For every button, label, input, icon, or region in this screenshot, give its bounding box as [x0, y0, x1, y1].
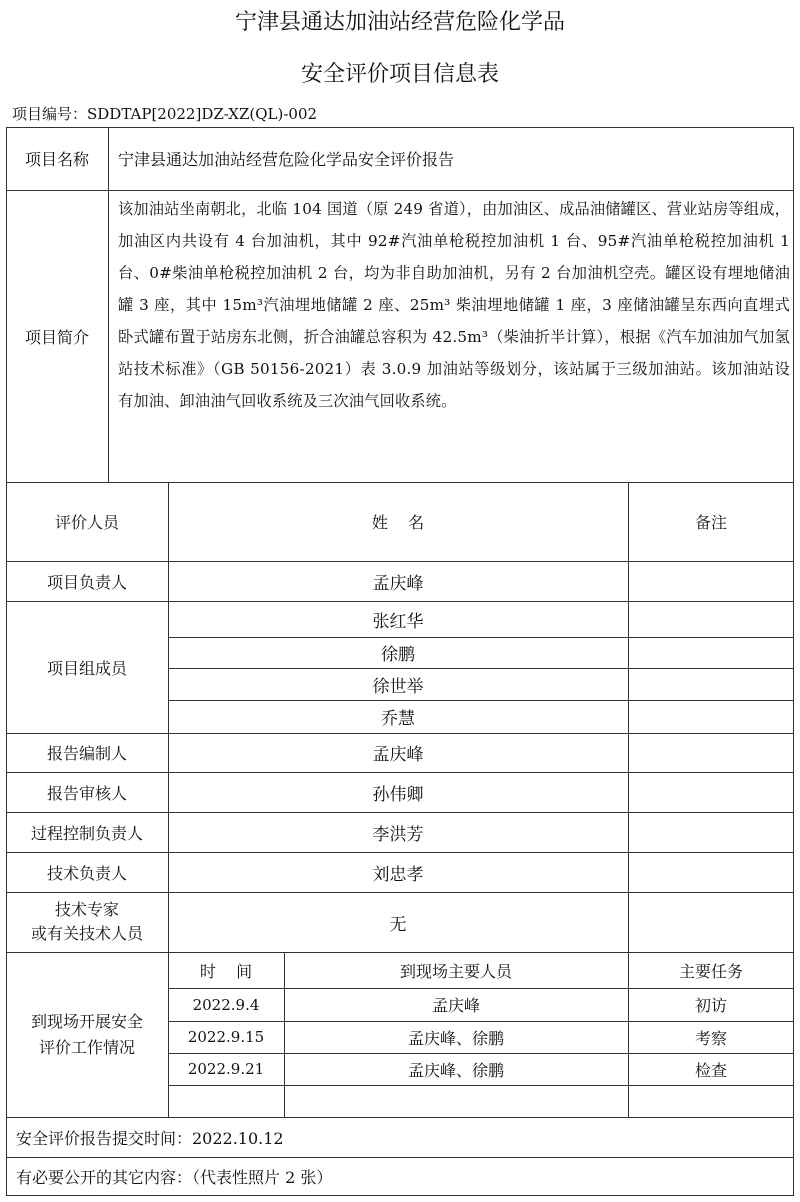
site-row-people	[284, 1085, 628, 1117]
site-row-people: 孟庆峰、徐鹏	[407, 1060, 504, 1080]
role-project-members: 项目组成员	[46, 658, 127, 678]
project-intro-label: 项目简介	[24, 327, 89, 347]
role-report-compiler: 报告编制人	[46, 744, 127, 763]
member-name: 徐鹏	[381, 645, 415, 665]
site-work-label-line2: 评价工作情况	[38, 1037, 135, 1057]
project-name-label: 项目名称	[24, 150, 89, 169]
header-remark: 备注	[694, 513, 727, 532]
site-row-time: 2022.9.15	[187, 1028, 265, 1046]
site-row-people: 孟庆峰	[431, 996, 480, 1015]
member-name: 张红华	[372, 611, 424, 632]
name-technical-lead: 刘忠孝	[372, 864, 424, 885]
site-row-time: 2022.9.4	[192, 995, 260, 1014]
name-project-leader: 孟庆峰	[372, 573, 424, 594]
divider	[6, 190, 794, 191]
site-work-label-line1: 到现场开展安全	[30, 1011, 143, 1031]
name-experts: 无	[389, 914, 407, 935]
role-experts-line2: 或有关技术人员	[30, 924, 143, 943]
role-report-reviewer: 报告审核人	[46, 783, 127, 803]
submit-time: 安全评价报告提交时间：2022.10.12	[16, 1128, 284, 1148]
site-row-task: 初访	[694, 996, 727, 1015]
project-name-value: 宁津县通达加油站经营危险化学品安全评价报告	[118, 150, 455, 169]
site-row-task	[628, 1085, 794, 1117]
site-header-time: 时 间	[199, 961, 253, 981]
site-row-task: 检查	[694, 1060, 727, 1080]
site-work-label	[6, 952, 168, 1117]
member-name: 乔慧	[381, 709, 415, 729]
role-technical-lead: 技术负责人	[46, 863, 127, 883]
site-row-time: 2022.9.21	[187, 1060, 265, 1078]
role-experts-line1: 技术专家	[54, 900, 119, 919]
name-report-compiler: 孟庆峰	[372, 745, 424, 765]
site-header-people: 到现场主要人员	[399, 961, 512, 981]
document-title: 宁津县通达加油站经营危险化学品	[234, 10, 565, 35]
member-name: 徐世举	[372, 676, 424, 697]
document-subtitle: 安全评价项目信息表	[300, 62, 499, 87]
project-intro-text: 该加油站坐南朝北，北临 104 国道（原 249 省道），由加油区、成品油储罐区、营业站房等组成，加油区内共设有 4 台加油机，其中 92#汽油单枪税控加油机 1 台、95#汽油单枪税控加油机 1 台、0#柴油单枪税控加油机 2 台，均为非自助加油机，另有 2 台加油机空壳。罐区设有埋地储油罐 3 座，其中 15m³汽油埋地储罐 2 座、25m³ 柴油埋地储罐 1 座，3 座储油罐呈东西向直埋式卧式罐布置于站房东北侧，折合油罐总容积为 42.5m³（柴油折半计算），根据《汽车加油加气加氢站技术标准》（GB 50156-2021）表 3.0.9 加油站等级划分，该站属于三级加油站。该加油站设有加油、卸油油气回收系统及三次油气回收系统。	[118, 200, 790, 410]
role-project-leader: 项目负责人	[46, 572, 127, 592]
name-process-control: 李洪芳	[372, 824, 424, 845]
site-row-time	[168, 1085, 284, 1117]
role-experts	[6, 892, 168, 952]
site-header-task: 主要任务	[678, 961, 743, 981]
site-row-task: 考察	[694, 1028, 727, 1048]
site-row-people: 孟庆峰、徐鹏	[407, 1028, 504, 1048]
header-name: 姓 名	[371, 513, 425, 532]
role-process-control: 过程控制负责人	[30, 823, 143, 843]
other-content: 有必要公开的其它内容：（代表性照片 2 张）	[16, 1168, 333, 1187]
name-report-reviewer: 孙伟卿	[372, 784, 424, 805]
project-number: 项目编号：SDDTAP[2022]DZ-XZ(QL)-002	[12, 105, 318, 123]
header-role: 评价人员	[54, 513, 119, 532]
